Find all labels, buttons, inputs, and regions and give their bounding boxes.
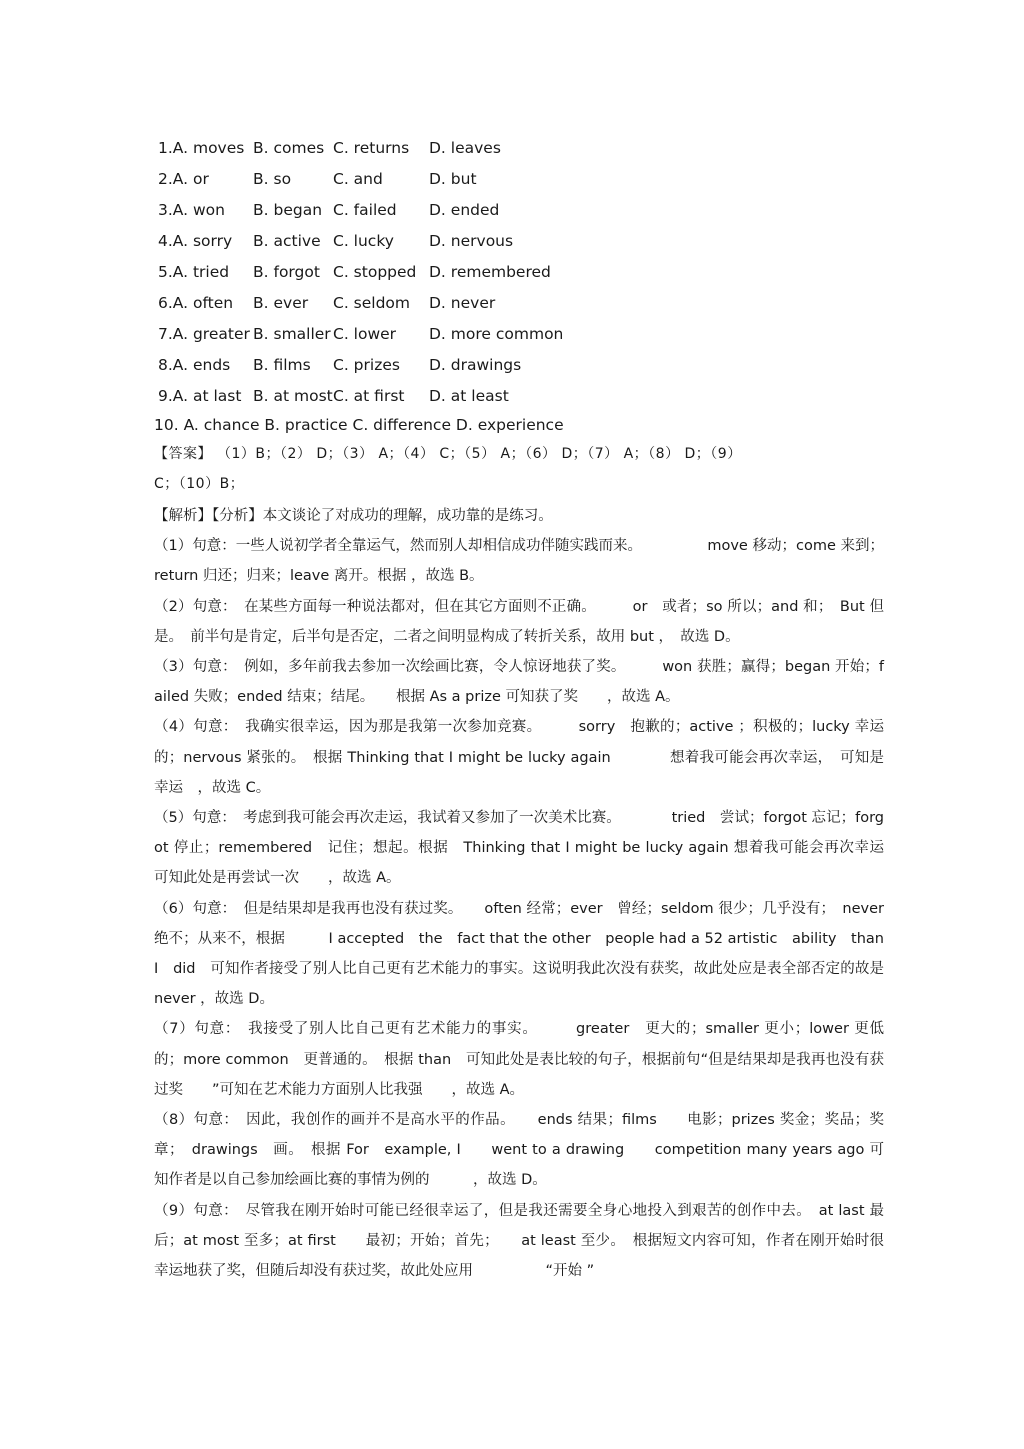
option-d: D. ended [429, 200, 500, 219]
answer-block [154, 439, 884, 499]
analysis-item-3: （3）句意： 例如，多年前我去参加一次绘画比赛，令人惊讶地获了奖。 won 获胜；赢得；began 开始；failed 失败；ended 结束；结尾。 根据 As a prize 可知获了奖 ，故选 A。 [154, 659, 884, 706]
option-b: B. ever [253, 293, 309, 312]
option-row-5 [154, 256, 884, 287]
option-b: B. forgot [253, 262, 320, 281]
option-a: 8.A. ends [158, 355, 231, 374]
analysis-item-9: （9）句意： 尽管我在刚开始时可能已经很幸运了，但是我还需要全身心地投入到艰苦的创作中去。 at last 最后；at most 至多；at first 最初；开始；首先； at least 至少。 根据短文内容可知，作者在刚开始时很幸运地获了奖，但随后却没有获过奖，故此处应用 “开始 ” [154, 1202, 884, 1280]
option-c: C. lucky [333, 231, 394, 250]
option-row-6 [154, 287, 884, 318]
analysis-item-7: （7）句意： 我接受了别人比自己更有艺术能力的事实。 greater 更大的；smaller 更小；lower 更低的；more common 更普通的。 根据 than 可知此处是表比较的句子，根据前句“但是结果却是我再也没有获过奖 ”可知在艺术能力方面别人比我强 ，故选 A。 [154, 1021, 884, 1098]
answer-line-1: 【答案】 （1）B；（2） D；（3） A；（4） C；（5） A；（6） D；（7） A；（8） D；（9） [154, 446, 742, 462]
option-row-9 [154, 380, 884, 411]
answer-line-2: C；（10）B； [154, 476, 245, 492]
option-b: B. at most [253, 386, 333, 405]
option-row-3 [154, 194, 884, 225]
option-row-4 [154, 225, 884, 256]
option-c: C. seldom [333, 293, 411, 312]
option-a: 6.A. often [158, 293, 234, 312]
option-b: B. comes [253, 138, 325, 157]
option-c: C. stopped [333, 262, 417, 281]
option-row-2 [154, 163, 884, 194]
analysis-item-5: （5）句意： 考虑到我可能会再次走运，我试着又参加了一次美术比赛。 tried 尝试；forgot 忘记；forgot 停止；remembered 记住；想起。根据 Thinking that I might be lucky again 想着我可能会再次幸运 可知此处是再尝试一次 ，故选 A。 [154, 810, 913, 887]
option-a: 7.A. greater [158, 324, 250, 343]
option-d: D. never [429, 293, 496, 312]
analysis-item-2: （2）句意： 在某些方面每一种说法都对，但在其它方面则不正确。 or 或者；so 所以；and 和； But 但是。 前半句是肯定，后半句是否定，二者之间明显构成了转折关系，故用 but ， 故选 D。 [154, 598, 884, 645]
analysis-item-6: （6）句意： 但是结果却是我再也没有获过奖。 often 经常；ever 曾经；seldom 很少；几乎没有； never 绝不；从来不，根据 I accepted the fact that the other people had a 52 artistic ability than I did 可知作者接受了别人比自己更有艺术能力的事实。这说明我此次没有获奖，故此处应是表全部否定的故是 never ，故选 D。 [154, 900, 942, 1008]
analysis-item-1: （1）句意：一些人说初学者全靠运气，然而别人却相信成功伴随实践而来。 move 移动；come 来到；return 归还；归来；leave 离开。根据 ，故选 B。 [154, 538, 884, 585]
option-c: C. and [333, 169, 383, 188]
option-c: C. lower [333, 324, 397, 343]
analysis-intro: 【解析】【分析】本文谈论了对成功的理解，成功靠的是练习。 [154, 508, 553, 524]
option-c: C. at first [333, 386, 405, 405]
option-b: B. began [253, 200, 323, 219]
option-d: D. drawings [429, 355, 522, 374]
option-a: 5.A. tried [158, 262, 230, 281]
option-c: C. failed [333, 200, 397, 219]
option-row-1 [154, 132, 884, 163]
option-c: C. returns [333, 138, 410, 157]
option-d: D. nervous [429, 231, 514, 250]
option-b: B. smaller [253, 324, 331, 343]
options-list [154, 132, 884, 439]
option-d: D. but [429, 169, 477, 188]
option-c: C. prizes [333, 355, 400, 374]
option-b: B. films [253, 355, 311, 374]
option-row-8 [154, 349, 884, 380]
analysis-item-4: （4）句意： 我确实很幸运，因为那是我第一次参加竞赛。 sorry 抱歉的；active ；积极的；lucky 幸运的；nervous 紧张的。 根据 Thinking that I might be lucky again 想着我可能会再次幸运， 可知是幸运 ，故选 C。 [154, 719, 884, 796]
option-row-7 [154, 318, 884, 349]
analysis-item-8: （8）句意： 因此，我创作的画并不是高水平的作品。 ends 结果；films 电影；prizes 奖金；奖品；奖章； drawings 画。 根据 For example, I went to a drawing competition many years ago 可知作者是以自己参加绘画比赛的事情为例的 ，故选 D。 [154, 1112, 884, 1189]
option-d: D. more common [429, 324, 564, 343]
option-d: D. leaves [429, 138, 501, 157]
option-row-10: 10. A. chance B. practice C. difference D. experience [154, 416, 564, 434]
option-a: 4.A. sorry [158, 231, 233, 250]
option-d: D. at least [429, 386, 509, 405]
option-a: 3.A. won [158, 200, 225, 219]
analysis-block [154, 501, 942, 1286]
option-b: B. so [253, 169, 292, 188]
option-a: 1.A. moves [158, 138, 245, 157]
option-a: 2.A. or [158, 169, 209, 188]
option-b: B. active [253, 231, 321, 250]
option-d: D. remembered [429, 262, 551, 281]
option-a: 9.A. at last [158, 386, 242, 405]
